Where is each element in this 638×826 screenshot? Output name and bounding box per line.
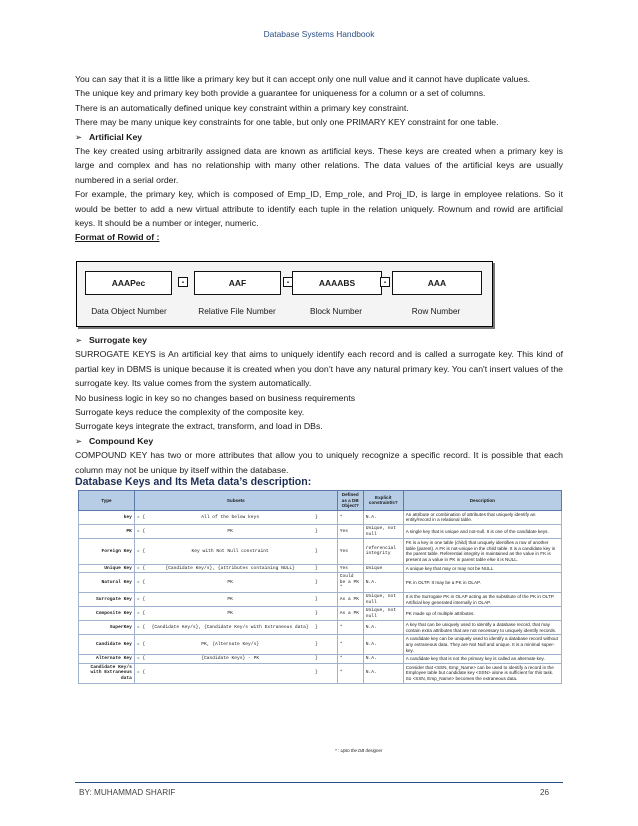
subsets-cell xyxy=(134,524,337,538)
set-close-brace: } xyxy=(315,656,318,662)
set-close-brace: } xyxy=(315,642,318,648)
heading-text: Compound Key xyxy=(89,435,154,446)
paragraph: The key created using arbitrarily assigned data are known as artificial keys. These keys are created when a primary key is large and complex and has no relationship with many other relations. The data values of the artificial keys are usually numbered in a serial order. xyxy=(75,146,563,185)
rowid-separator: . xyxy=(380,277,390,287)
defined-cell: * xyxy=(337,635,363,655)
paragraph: There is an automatically defined unique key constraint within a primary key constraint. xyxy=(75,102,409,113)
explicit-cell: N.A. xyxy=(363,621,403,635)
paragraph: SURROGATE KEYS is An artificial key that aims to uniquely identify each record and is called a surrogate key. This kind of partial key in DBMS is unique because it is created when you don’t have any natural primary key. You can't insert values of the surrogate key. Its value comes from the system automatically. xyxy=(75,349,563,389)
table-row xyxy=(79,621,562,635)
table-header-row xyxy=(79,491,562,511)
subsets-text: PK, {Alternate Key/s} xyxy=(201,642,260,648)
set-close-brace: } xyxy=(315,670,318,676)
keys-meta-table xyxy=(78,490,562,684)
key-type-cell: PK xyxy=(79,524,135,538)
arrow-bullet-icon: ➢ xyxy=(75,435,83,446)
subsets-text: {Candidate Key/s}, {attributes containing NULL} xyxy=(165,565,295,571)
rowid-segment-row: AAA xyxy=(392,271,482,295)
subsets-text: {Candidate Keys} - PK xyxy=(201,656,260,662)
set-close-brace: } xyxy=(315,548,318,554)
subsets-text: PK xyxy=(227,596,233,602)
description-cell: A key that can be uniquely used to identify a database record, that may contain extra attributes that are not necessary to uniquely identify records. xyxy=(403,621,561,635)
compound-key-heading xyxy=(75,434,563,448)
table-row xyxy=(79,524,562,538)
description-cell: PK in OLTP. It may be a PK in OLAP. xyxy=(403,573,561,593)
explicit-cell: N.A. xyxy=(363,635,403,655)
rowid-segment-block: AAAABS xyxy=(292,271,382,295)
rowid-separator: . xyxy=(178,277,188,287)
set-open-brace: = { xyxy=(136,514,146,520)
key-type-cell: Alternate Key xyxy=(79,655,135,664)
paragraph: The unique key and primary key both provide a guarantee for uniqueness for a column or a set of columns. xyxy=(75,88,486,99)
defined-cell: As a PK xyxy=(337,607,363,621)
subsets-cell xyxy=(134,510,337,524)
key-type-cell: Natural Key xyxy=(79,573,135,593)
rowid-caption: Row Number xyxy=(411,306,461,316)
footer-author: BY: MUHAMMAD SHARIF xyxy=(79,788,176,797)
explicit-cell: Unique xyxy=(363,564,403,573)
key-type-cell: Foreign Key xyxy=(79,539,135,564)
paragraph: Surrogate keys integrate the extract, transform, and load in DBs. xyxy=(75,421,323,432)
defined-cell: Yes xyxy=(337,564,363,573)
heading-text: Artificial Key xyxy=(89,131,143,142)
heading-text: Surrogate key xyxy=(89,335,147,345)
set-open-brace: = { xyxy=(136,565,146,571)
explicit-cell: Unique, not null xyxy=(363,524,403,538)
set-close-brace: } xyxy=(315,625,318,631)
set-close-brace: } xyxy=(315,528,318,534)
key-type-cell: Candidate Key/s with Extraneous data xyxy=(79,663,135,683)
subsets-cell xyxy=(134,663,337,683)
defined-cell: Yes xyxy=(337,524,363,538)
explicit-cell: N.A. xyxy=(363,663,403,683)
set-open-brace: = { xyxy=(136,596,146,602)
body-text-bottom xyxy=(75,333,563,477)
table-row xyxy=(79,592,562,606)
table-row xyxy=(79,573,562,593)
description-cell: Consider that <SSN, Emp_Name> can be used to identify a record in the Employee table but candidate key <SSN> alone is sufficient for this task. So <SSN, Emp_Name> becomes the extraneous data. xyxy=(403,663,561,683)
set-close-brace: } xyxy=(315,596,318,602)
paragraph: No business logic in key so no changes based on business requirements xyxy=(75,392,356,403)
key-type-cell: Candidate Key xyxy=(79,635,135,655)
explicit-cell: Unique, not null xyxy=(363,592,403,606)
description-cell: An attribute or combination of attributes that uniquely identify an entity/record in a relational table. xyxy=(403,510,561,524)
explicit-cell: N.A. xyxy=(363,510,403,524)
set-close-brace: } xyxy=(315,579,318,585)
key-type-cell: SuperKey xyxy=(79,621,135,635)
subsets-text: Key with Not Null constraint xyxy=(191,548,269,554)
key-type-cell: Surrogate Key xyxy=(79,592,135,606)
subsets-cell xyxy=(134,621,337,635)
key-type-cell: key xyxy=(79,510,135,524)
table-footnote: * : Upto the DB designer xyxy=(335,748,383,753)
rowid-segment-file: AAF xyxy=(194,271,281,295)
subsets-text: {Candidate Key/s}, {Candidate Key/s with Extraneous data} xyxy=(151,625,309,631)
explicit-cell: N.A. xyxy=(363,655,403,664)
set-close-brace: } xyxy=(315,610,318,616)
body-text-top xyxy=(75,72,563,245)
subsets-cell xyxy=(134,539,337,564)
subsets-text: PK xyxy=(227,579,233,585)
set-open-brace: = { xyxy=(136,656,146,662)
defined-cell: * xyxy=(337,655,363,664)
column-header: Explicit constraint/s? xyxy=(363,491,403,511)
defined-cell: * xyxy=(337,663,363,683)
table-body xyxy=(79,510,562,683)
rowid-caption: Data Object Number xyxy=(91,306,167,316)
table-row xyxy=(79,607,562,621)
arrow-bullet-icon: ➢ xyxy=(75,131,83,142)
set-open-brace: = { xyxy=(136,579,146,585)
defined-cell: As a PK xyxy=(337,592,363,606)
paragraph: There may be many unique key constraints for one table, but only one PRIMARY KEY constraint for one table. xyxy=(75,117,499,128)
column-header: Description xyxy=(403,491,561,511)
set-open-brace: = { xyxy=(136,625,146,631)
set-open-brace: = { xyxy=(136,642,146,648)
table-row xyxy=(79,635,562,655)
rowid-segment-object: AAAPec xyxy=(85,271,172,295)
description-cell: A single key that is unique and not-null. It is one of the candidate keys. xyxy=(403,524,561,538)
page-number: 26 xyxy=(540,788,550,797)
subsets-cell xyxy=(134,607,337,621)
table-row xyxy=(79,510,562,524)
rowid-caption: Relative File Number xyxy=(198,306,276,316)
defined-cell: Yes xyxy=(337,539,363,564)
arrow-bullet-icon: ➢ xyxy=(75,335,83,345)
set-close-brace: } xyxy=(315,565,318,571)
set-close-brace: } xyxy=(315,514,318,520)
set-open-brace: = { xyxy=(136,670,146,676)
subsets-cell xyxy=(134,564,337,573)
subsets-cell xyxy=(134,573,337,593)
description-cell: A unique key that may or may not be NULL xyxy=(403,564,561,573)
surrogate-key-heading xyxy=(75,333,563,347)
footer-rule xyxy=(75,782,563,783)
defined-cell: * xyxy=(337,510,363,524)
rowid-separator: . xyxy=(283,277,293,287)
meta-table-title: Database Keys and Its Meta data’s description: xyxy=(75,476,312,488)
table-row xyxy=(79,564,562,573)
paragraph: COMPOUND KEY has two or more attributes that allow you to uniquely recognize a specific record. It is possible that each column may not be unique by itself within the database. xyxy=(75,450,563,475)
set-open-brace: = { xyxy=(136,610,146,616)
paragraph: Surrogate keys reduce the complexity of the composite key. xyxy=(75,407,305,418)
description-cell: A candidate key can be uniquely used to identify a database record without any extraneous data. They are Not Null and unique. It is a minimal super-key. xyxy=(403,635,561,655)
subsets-text: PK xyxy=(227,610,233,616)
column-header: Subsets xyxy=(134,491,337,511)
table-row xyxy=(79,539,562,564)
column-header: Defined as a DB Object? xyxy=(337,491,363,511)
description-cell: FK is a key in one table (child) that uniquely identifies a row of another table (parent). A FK is not-unique in the child table. It is a candidate key in the parent table. Referential integrity is maintained as the value in FK is present as a value in PK in parent table else it is NULL. xyxy=(403,539,561,564)
subsets-text: All of the below keys xyxy=(201,514,260,520)
paragraph: You can say that it is a little like a primary key but it can accept only one null value and it cannot have duplicate values. xyxy=(75,74,531,84)
rowid-format-diagram xyxy=(76,261,493,327)
key-type-cell: Unique Key xyxy=(79,564,135,573)
artificial-key-heading xyxy=(75,130,563,144)
rowid-caption: Block Number xyxy=(309,306,363,316)
subsets-cell xyxy=(134,592,337,606)
defined-cell: * xyxy=(337,621,363,635)
set-open-brace: = { xyxy=(136,548,146,554)
column-header: Type xyxy=(79,491,135,511)
subsets-cell xyxy=(134,655,337,664)
set-open-brace: = { xyxy=(136,528,146,534)
subsets-cell xyxy=(134,635,337,655)
key-type-cell: Composite Key xyxy=(79,607,135,621)
explicit-cell: referencial integrity xyxy=(363,539,403,564)
defined-cell: Could be a PK * xyxy=(337,573,363,593)
table-row xyxy=(79,663,562,683)
subsets-text: PK xyxy=(227,528,233,534)
description-cell: A candidate key that is not the primary key is called an alternate key. xyxy=(403,655,561,664)
explicit-cell: Unique, not null xyxy=(363,607,403,621)
description-cell: PK made up of multiple attributes. xyxy=(403,607,561,621)
explicit-cell: N.A. xyxy=(363,573,403,593)
description-cell: It is the Surrogate PK in OLAP acting as the substitute of the PK in OLTP. Artificial key generated internally in OLAP. xyxy=(403,592,561,606)
page-header: Database Systems Handbook xyxy=(263,29,375,39)
rowid-format-label: Format of Rowid of : xyxy=(75,232,160,243)
paragraph: For example, the primary key, which is composed of Emp_ID, Emp_role, and Proj_ID, is large in employee relations. So it would be better to add a new virtual attribute to identify each tuple in the relation uniquely. Rownum and rowid are artificial keys. It should be a number or integer, numeric. xyxy=(75,189,563,229)
table-row xyxy=(79,655,562,664)
